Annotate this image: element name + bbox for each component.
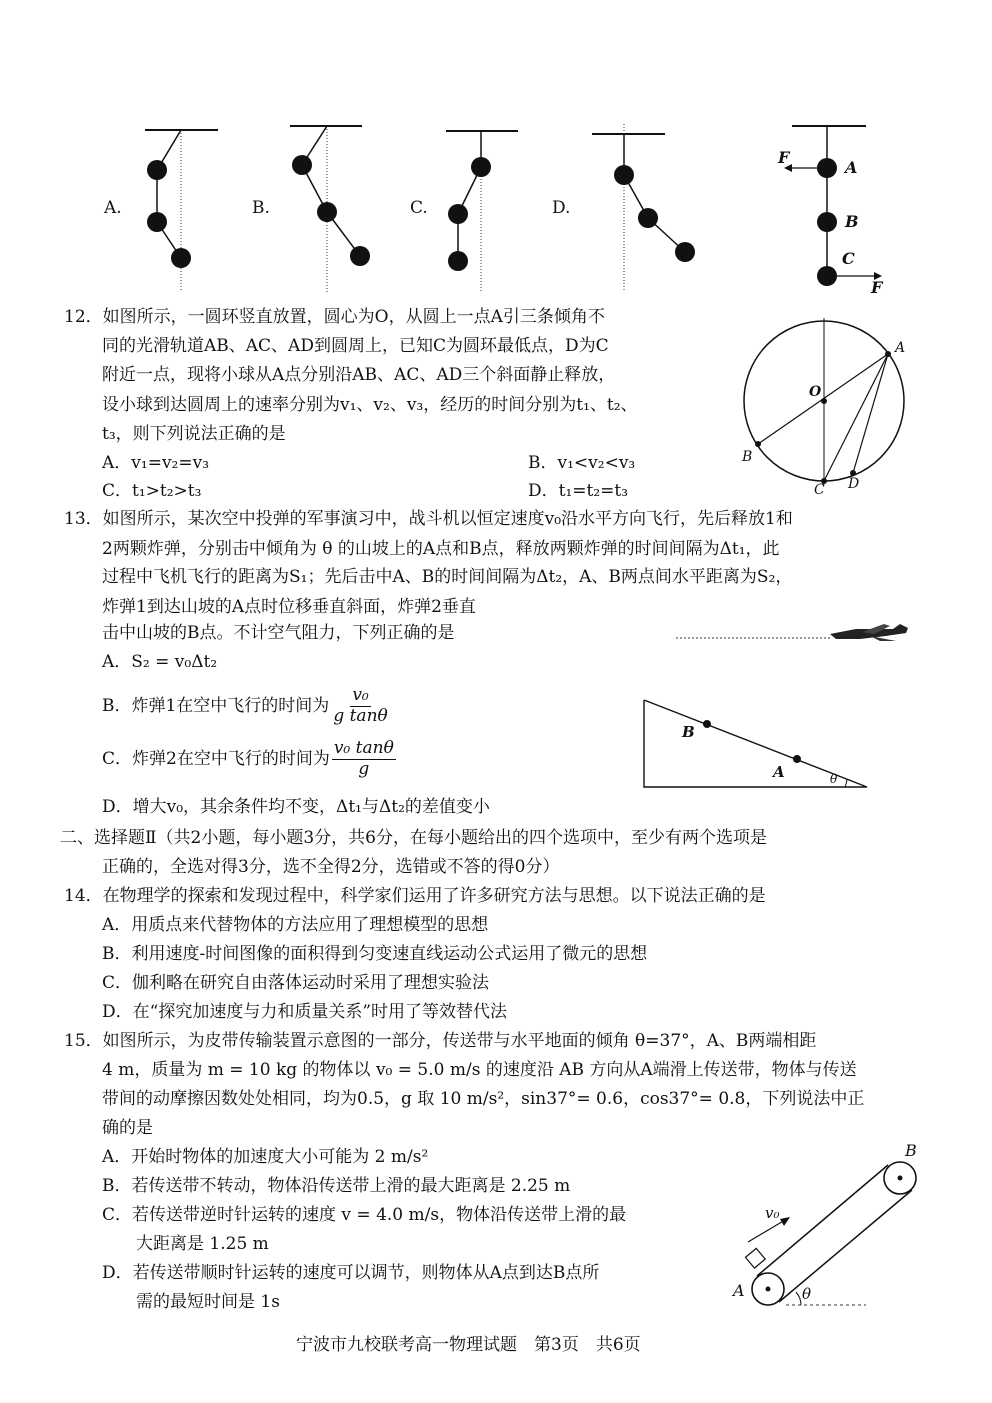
q12-label-c: C — [814, 482, 825, 498]
q12-line: 12．如图所示，一圆环竖直放置，圆心为O，从圆上一点A引三条倾角不 — [64, 307, 605, 327]
q12-option-c[interactable]: C．t₁>t₂>t₃ — [102, 481, 202, 501]
q12-label-b: B — [742, 449, 753, 465]
q14-option-d[interactable]: D．在“探究加速度与力和质量关系”时用了等效替代法 — [102, 1002, 508, 1022]
fraction-numerator: v₀ tanθ — [333, 738, 394, 758]
option-label-11b: B. — [252, 198, 270, 218]
option-label-11d: D. — [552, 198, 571, 218]
q13-line: 过程中飞机飞行的距离为S₁；先后击中A、B的时间间隔为Δt₂，A、B两点间水平距离为S₂， — [102, 567, 793, 587]
page-footer: 宁波市九校联考高一物理试题 第3页 共6页 — [296, 1335, 641, 1355]
q12-option-a[interactable]: A．v₁=v₂=v₃ — [102, 453, 210, 473]
q15-option-d[interactable]: D．若传送带顺时针运转的速度可以调节，则物体从A点到达B点所 — [102, 1263, 600, 1283]
ball-label-a: A — [845, 158, 858, 177]
q12-option-d[interactable]: D．t₁=t₂=t₃ — [528, 481, 629, 501]
q12-label-o: O — [809, 384, 822, 400]
q13-line: 击中山坡的B点。不计空气阻力，下列正确的是 — [102, 623, 455, 643]
q13-option-b-text: B．炸弹1在空中飞行的时间为 — [102, 695, 330, 716]
q15-label-b: B — [905, 1141, 917, 1160]
q15-line: 确的是 — [102, 1118, 153, 1138]
fraction-denominator: g tanθ — [333, 705, 388, 726]
option-label-11c: C. — [410, 198, 428, 218]
q15-label-v0: v₀ — [765, 1204, 780, 1222]
q13-label-a: A — [773, 763, 785, 781]
q15-line: 带间的动摩擦因数处处相同，均为0.5，g 取 10 m/s²，sin37°= 0.6，cos37°= 0.8，下列说法中正 — [102, 1089, 865, 1109]
q12-line: 设小球到达圆周上的速率分别为v₁、v₂、v₃，经历的时间分别为t₁、t₂、 — [102, 395, 638, 415]
q12-option-b[interactable]: B．v₁<v₂<v₃ — [528, 453, 636, 473]
q13-line: 2两颗炸弹，分别击中倾角为 θ 的山坡上的A点和B点，释放两颗炸弹的时间间隔为Δt₁，此 — [102, 539, 780, 559]
force-label-f-bottom: F — [871, 278, 883, 297]
q15-option-d-cont: 需的最短时间是 1s — [136, 1292, 280, 1312]
q14-option-a[interactable]: A．用质点来代替物体的方法应用了理想模型的思想 — [102, 915, 489, 935]
q14-option-c[interactable]: C．伽利略在研究自由落体运动时采用了理想实验法 — [102, 973, 490, 993]
section-2-heading: 正确的，全选对得3分，选不全得2分，选错或不答的得0分） — [102, 857, 560, 877]
q12-label-d: D — [848, 476, 860, 492]
q15-label-a: A — [733, 1281, 745, 1300]
fraction-denominator: g — [358, 758, 370, 779]
q13-label-b: B — [682, 723, 695, 741]
q15-option-b[interactable]: B．若传送带不转动，物体沿传送带上滑的最大距离是 2.25 m — [102, 1176, 571, 1196]
section-2-heading: 二、选择题Ⅱ（共2小题，每小题3分，共6分，在每小题给出的四个选项中，至少有两个选项是 — [60, 828, 768, 848]
q12-line: t₃，则下列说法正确的是 — [102, 424, 286, 444]
q15-option-a[interactable]: A．开始时物体的加速度大小可能为 2 m/s² — [102, 1147, 429, 1167]
ball-label-c: C — [842, 249, 855, 268]
q13-option-d[interactable]: D．增大v₀，其余条件均不变，Δt₁与Δt₂的差值变小 — [102, 797, 490, 817]
q15-label-theta: θ — [802, 1285, 812, 1303]
q15-option-c[interactable]: C．若传送带逆时针运转的速度 v = 4.0 m/s，物体沿传送带上滑的最 — [102, 1205, 627, 1225]
q15-line: 4 m，质量为 m = 10 kg 的物体以 v₀ = 5.0 m/s 的速度沿 AB 方向从A端滑上传送带，物体与传送 — [102, 1060, 857, 1080]
q13-line: 炸弹1到达山坡的A点时位移垂直斜面，炸弹2垂直 — [102, 597, 476, 617]
q15-line: 15．如图所示，为皮带传输装置示意图的一部分，传送带与水平地面的倾角 θ=37°，A、B两端相距 — [64, 1031, 817, 1051]
q12-line: 同的光滑轨道AB、AC、AD到圆周上，已知C为圆环最低点，D为C — [102, 336, 609, 356]
force-label-f-top: F — [778, 148, 790, 167]
q13-option-a[interactable]: A．S₂ = v₀Δt₂ — [102, 652, 218, 672]
q13-line: 13．如图所示，某次空中投弹的军事演习中，战斗机以恒定速度v₀沿水平方向飞行，先后释放1和 — [64, 509, 793, 529]
q15-option-c-cont: 大距离是 1.25 m — [136, 1234, 269, 1254]
option-label-11a: A. — [104, 198, 122, 218]
ball-label-b: B — [845, 212, 859, 231]
fraction-numerator: v₀ — [352, 685, 369, 705]
q13-option-c-text: C．炸弹2在空中飞行的时间为 — [102, 748, 330, 769]
q13-label-theta: θ — [830, 772, 838, 786]
q12-label-a: A — [895, 340, 906, 356]
q14-option-b[interactable]: B．利用速度-时间图像的面积得到匀变速直线运动公式运用了微元的思想 — [102, 944, 648, 964]
q12-line: 附近一点，现将小球从A点分别沿AB、AC、AD三个斜面静止释放， — [102, 365, 616, 385]
q14-stem: 14．在物理学的探索和发现过程中，科学家们运用了许多研究方法与思想。以下说法正确的是 — [64, 886, 766, 906]
